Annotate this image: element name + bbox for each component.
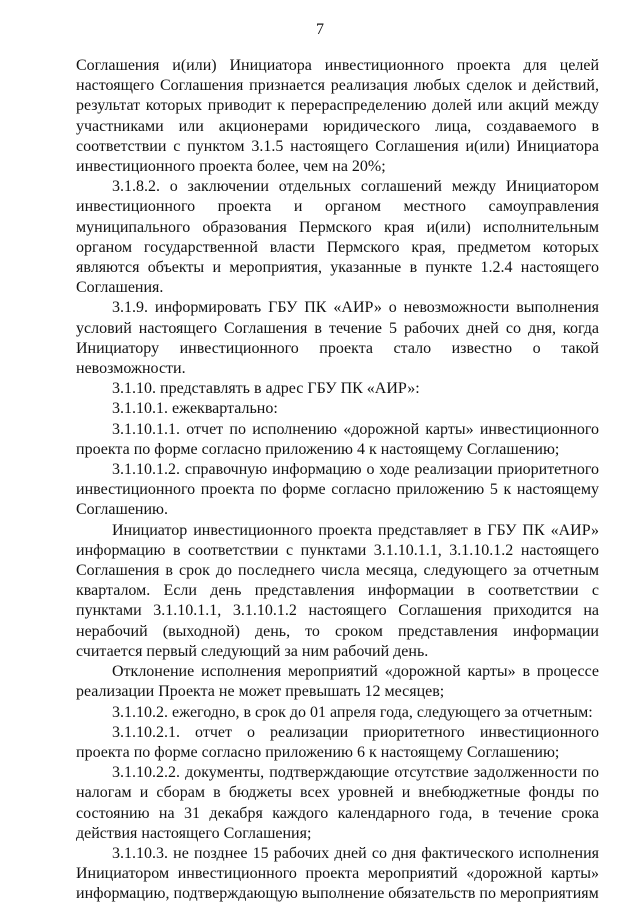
paragraph-3-1-10-2: 3.1.10.2. ежегодно, в срок до 01 апреля года, следующего за отчетным: — [112, 703, 593, 721]
paragraph-3-1-10-1-1: 3.1.10.1.1. отчет по исполнению «дорожной карты» инвестиционного проекта по форме согласно приложению 4 к настоящему Соглашению; — [76, 420, 599, 458]
paragraph-1: Соглашения и(или) Инициатора инвестиционного проекта для целей настоящего Соглашения признается реализация любых сделок и действий, результат которых приводит к перераспределению долей или акций между участниками или акционерами юридического лица, создаваемого в соответствии с пунктом 3.1.5 настоящего Соглашения и(или) Инициатора инвестиционного проекта более, чем на 20%; — [76, 57, 599, 176]
paragraph-3-1-10-1-2: 3.1.10.1.2. справочную информацию о ходе реализации приоритетного инвестиционного проекта по форме согласно приложению 5 к настоящему Соглашению. — [76, 461, 599, 519]
document-body — [76, 56, 599, 905]
paragraph-3-1-10-1: 3.1.10.1. ежеквартально: — [112, 400, 278, 418]
paragraph-initiator-info: Инициатор инвестиционного проекта представляет в ГБУ ПК «АИР» информацию в соответствии с пунктами 3.1.10.1.1, 3.1.10.1.2 настоящего Соглашения в срок до последнего числа месяца, следующего за отчетным кварталом. Если день представления информации в соответствии с пунктами 3.1.10.1.1, 3.1.10.1.2 настоящего Соглашения приходится на нерабочий (выходной) день, то сроком представления информации считается первый следующий за ним рабочий день. — [76, 521, 599, 660]
paragraph-3-1-10-2-2: 3.1.10.2.2. документы, подтверждающие отсутствие задолженности по налогам и сборам в бюджеты всех уровней и внебюджетные фонды по состоянию на 31 декабря каждого календарного года, в течение срока действия настоящего Соглашения; — [76, 764, 599, 842]
paragraph-3-1-10-3: 3.1.10.3. не позднее 15 рабочих дней со дня фактического исполнения Инициатором инвестиционного проекта мероприятий «дорожной карты» информацию, подтверждающую выполнение обязательств по мероприятиям — [76, 844, 599, 903]
paragraph-3-1-9: 3.1.9. информировать ГБУ ПК «АИР» о невозможности выполнения условий настоящего Соглашения в течение 5 рабочих дней со дня, когда Инициатору инвестиционного проекта стало известно о такой невозможности. — [76, 299, 599, 378]
paragraph-3-1-10: 3.1.10. представлять в адрес ГБУ ПК «АИР»: — [112, 380, 420, 398]
paragraph-3-1-10-2-1: 3.1.10.2.1. отчет о реализации приоритетного инвестиционного проекта по форме согласно приложению 6 к настоящему Соглашению; — [76, 723, 599, 761]
page-number: 7 — [316, 21, 324, 38]
paragraph-3-1-8-2: 3.1.8.2. о заключении отдельных соглашений между Инициатором инвестиционного проекта и органом местного самоуправления муниципального образования Пермского края и(или) исполнительным органом государственной власти Пермского края, предметом которых являются объекты и мероприятия, указанные в пункте 1.2.4 настоящего Соглашения. — [76, 178, 599, 297]
paragraph-deviation: Отклонение исполнения мероприятий «дорожной карты» в процессе реализации Проекта не может превышать 12 месяцев; — [76, 663, 599, 701]
